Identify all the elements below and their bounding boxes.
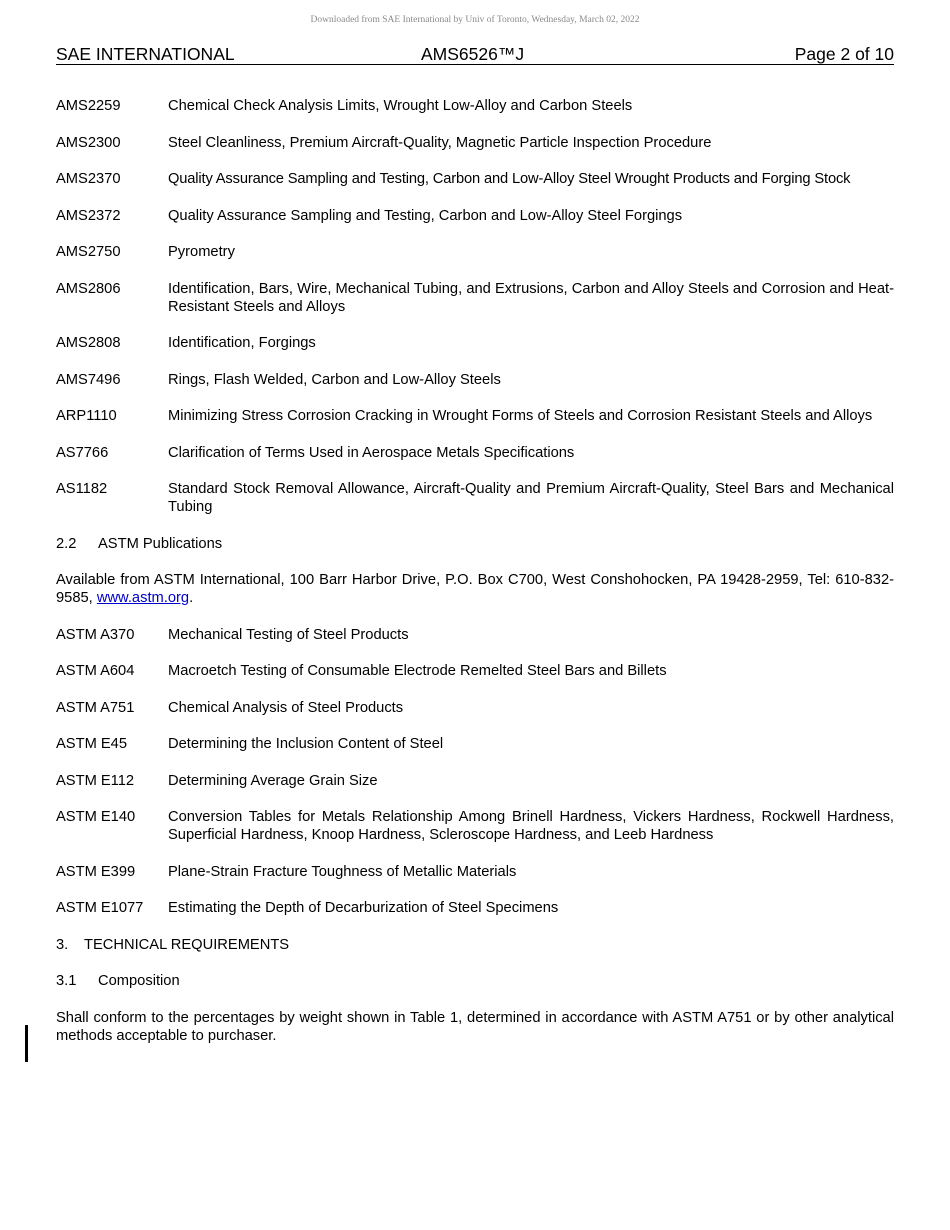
- reference-item: [56, 772, 894, 790]
- section-title: ASTM Publications: [98, 535, 223, 552]
- section-title: Composition: [98, 973, 180, 989]
- reference-item: [56, 808, 894, 844]
- section-heading-composition: [56, 972, 894, 990]
- reference-item: [56, 97, 894, 115]
- reference-title: Standard Stock Removal Allowance, Aircraft-Quality and Premium Aircraft-Quality, Steel Bars and Mechanical Tubing: [168, 481, 894, 515]
- section-title: TECHNICAL REQUIREMENTS: [84, 936, 290, 953]
- availability-end: .: [189, 590, 194, 606]
- reference-item: [56, 134, 894, 152]
- reference-item: [56, 334, 894, 352]
- reference-code: AS1182: [56, 481, 108, 497]
- reference-code: ASTM E1077: [56, 900, 144, 916]
- reference-code: AS7766: [56, 444, 109, 461]
- reference-item: [56, 207, 894, 225]
- reference-item: [56, 735, 894, 753]
- reference-title: Chemical Check Analysis Limits, Wrought Low-Alloy and Carbon Steels: [168, 98, 633, 114]
- section-number: 3.1: [56, 973, 77, 989]
- reference-title: Mechanical Testing of Steel Products: [168, 626, 409, 643]
- reference-item: [56, 243, 894, 261]
- section-number: 2.2: [56, 535, 77, 552]
- reference-code: AMS2372: [56, 207, 121, 224]
- reference-code: ASTM E45: [56, 736, 128, 752]
- reference-title: Plane-Strain Fracture Toughness of Metallic Materials: [168, 863, 517, 880]
- reference-title: Determining the Inclusion Content of Steel: [168, 736, 444, 752]
- section-heading-astm: [56, 535, 894, 553]
- reference-item: [56, 480, 894, 516]
- reference-item: [56, 662, 894, 680]
- reference-title: Minimizing Stress Corrosion Cracking in Wrought Forms of Steels and Corrosion Resistant Steels and Alloys: [168, 408, 873, 424]
- reference-code: AMS2370: [56, 171, 121, 187]
- reference-code: ASTM E112: [56, 772, 135, 789]
- availability-text: Available from ASTM International, 100 Barr Harbor Drive, P.O. Box C700, West Conshohocken, PA 19428-2959, Tel: 610-832-9585,: [56, 572, 894, 606]
- reference-item: [56, 899, 894, 917]
- astm-reference-list: [56, 626, 894, 918]
- sae-reference-list: [56, 97, 894, 516]
- reference-title: Identification, Forgings: [168, 335, 316, 351]
- composition-paragraph: Shall conform to the percentages by weight shown in Table 1, determined in accordance with ASTM A751 or by other analytical methods acceptable to purchaser.: [56, 1009, 894, 1044]
- download-watermark: Downloaded from SAE International by Univ of Toronto, Wednesday, March 02, 2022: [310, 15, 640, 25]
- reference-title: Estimating the Depth of Decarburization of Steel Specimens: [168, 900, 559, 916]
- reference-title: Pyrometry: [168, 244, 235, 260]
- reference-title: Identification, Bars, Wire, Mechanical Tubing, and Extrusions, Carbon and Alloy Steels and Corrosion and Heat-Resistant Steels and Alloys: [168, 280, 894, 315]
- reference-code: ASTM E399: [56, 863, 136, 880]
- reference-title: Clarification of Terms Used in Aerospace Metals Specifications: [168, 444, 575, 461]
- reference-code: AMS2808: [56, 335, 121, 351]
- reference-code: ASTM E140: [56, 809, 136, 825]
- reference-code: AMS2259: [56, 98, 121, 114]
- astm-website-link[interactable]: www.astm.org: [96, 590, 190, 606]
- reference-item: [56, 626, 894, 644]
- reference-title: Quality Assurance Sampling and Testing, Carbon and Low-Alloy Steel Wrought Products and Forging Stock: [168, 171, 851, 187]
- revision-change-bar: [25, 1025, 28, 1062]
- reference-item: [56, 170, 894, 188]
- reference-code: AMS2300: [56, 134, 121, 151]
- document-body: [56, 97, 894, 1063]
- reference-code: ARP1110: [56, 408, 117, 424]
- reference-title: Rings, Flash Welded, Carbon and Low-Alloy Steels: [168, 371, 501, 388]
- header-page-number: Page 2 of 10: [794, 44, 894, 64]
- reference-item: [56, 407, 894, 425]
- reference-item: [56, 444, 894, 462]
- reference-title: Quality Assurance Sampling and Testing, Carbon and Low-Alloy Steel Forgings: [168, 207, 683, 224]
- reference-title: Macroetch Testing of Consumable Electrode Remelted Steel Bars and Billets: [168, 663, 667, 679]
- reference-code: ASTM A751: [56, 699, 135, 716]
- section-number: 3.: [56, 936, 69, 953]
- reference-code: AMS2806: [56, 280, 121, 297]
- reference-title: Determining Average Grain Size: [168, 772, 378, 789]
- header-organization: SAE INTERNATIONAL: [56, 44, 235, 64]
- reference-item: [56, 863, 894, 881]
- page-header: [56, 44, 894, 65]
- reference-item: [56, 699, 894, 717]
- reference-title: Conversion Tables for Metals Relationship Among Brinell Hardness, Vickers Hardness, Rockwell Hardness, Superficial Hardness, Knoop Hardness, Scleroscope Hardness, and Leeb Hardness: [168, 809, 894, 843]
- astm-availability-paragraph: [56, 571, 894, 607]
- reference-item: [56, 371, 894, 389]
- reference-title: Steel Cleanliness, Premium Aircraft-Quality, Magnetic Particle Inspection Procedure: [168, 134, 712, 151]
- header-document-number: AMS6526™J: [421, 44, 525, 64]
- section-heading-technical-requirements: [56, 936, 894, 954]
- reference-title: Chemical Analysis of Steel Products: [168, 699, 404, 716]
- reference-item: [56, 280, 894, 316]
- reference-code: ASTM A604: [56, 663, 135, 679]
- reference-code: AMS7496: [56, 371, 121, 388]
- reference-code: ASTM A370: [56, 626, 135, 643]
- reference-code: AMS2750: [56, 244, 121, 260]
